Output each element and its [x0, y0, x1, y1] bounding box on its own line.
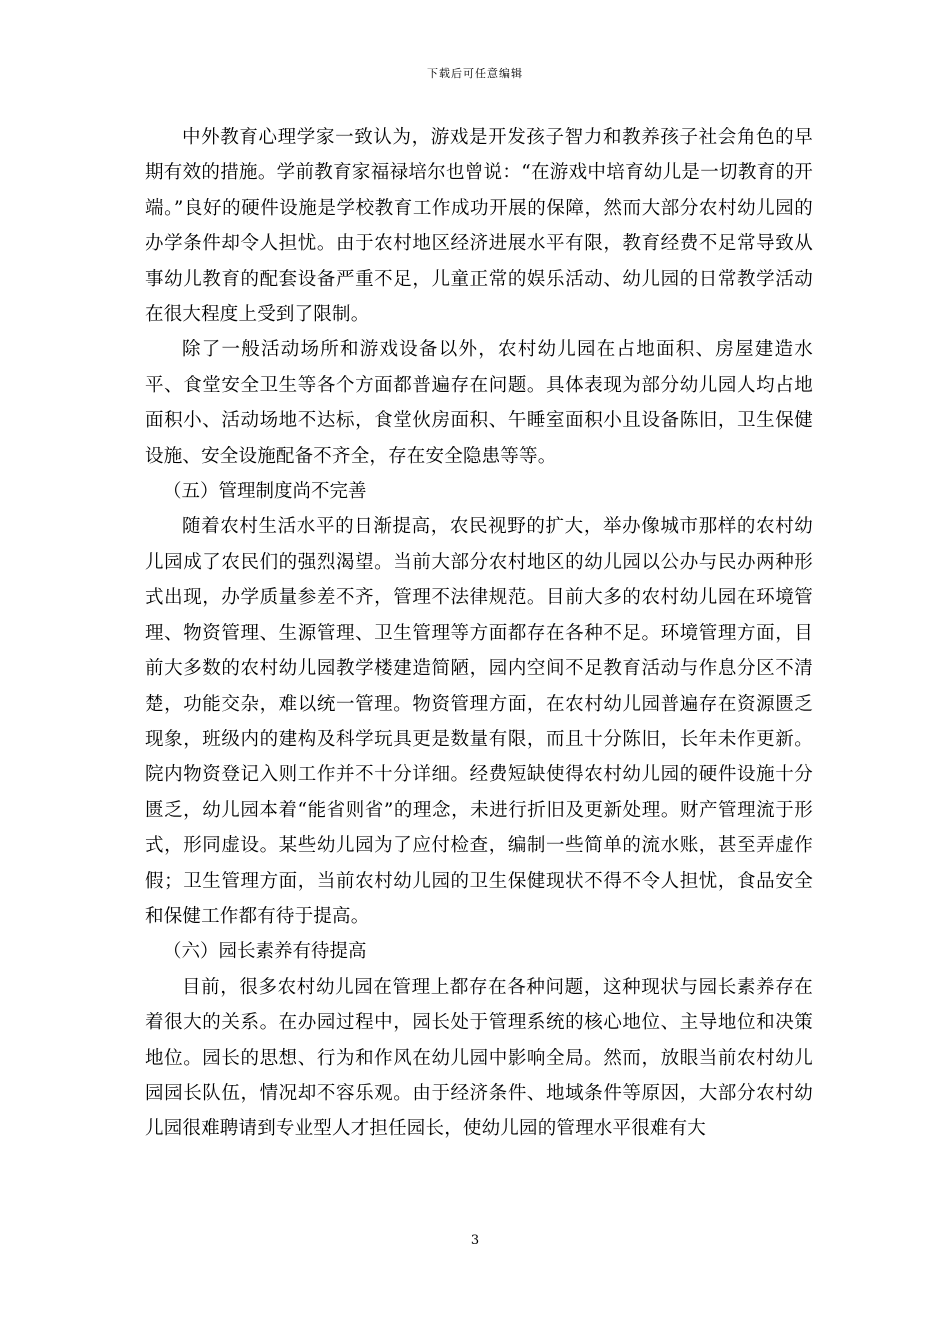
section-heading: （五）管理制度尚不完善 — [163, 481, 367, 503]
paragraph: 目前，很多农村幼儿园在管理上都存在各种问题，这种现状与园长素养存在着很大的关系。在办园过程中，园长处于管理系统的核心地位、主导地位和决策地位。园长的思想、行为和作风在幼儿园中影响全局。然而，放眼当前农村幼儿园园长队伍，情况却不容乐观。由于经济条件、地域条件等原因，大部分农村幼儿园很难聘请到专业型人才担任园长，使幼儿园的管理水平很难有大 — [145, 976, 813, 1140]
section-heading: （六）园长素养有待提高 — [163, 941, 367, 963]
paragraph: 中外教育心理学家一致认为，游戏是开发孩子智力和教养孩子社会角色的早期有效的措施。学前教育家福禄培尔也曾说：“在游戏中培育幼儿是一切教育的开端。”良好的硬件设施是学校教育工作成功开展的保障，然而大部分农村幼儿园的办学条件却令人担忧。由于农村地区经济进展水平有限，教育经费不足常导致从事幼儿教育的配套设备严重不足，儿童正常的娱乐活动、幼儿园的日常教学活动在很大程度上受到了限制。 — [145, 127, 813, 326]
paragraph: 随着农村生活水平的日渐提高，农民视野的扩大，举办像城市那样的农村幼儿园成了农民们的强烈渴望。当前大部分农村地区的幼儿园以公办与民办两种形式出现，办学质量参差不齐，管理不法律规范。目前大多的农村幼儿园在环境管理、物资管理、生源管理、卫生管理等方面都存在各种不足。环境管理方面，目前大多数的农村幼儿园教学楼建造简陋，园内空间不足教育活动与作息分区不清楚，功能交杂，难以统一管理。物资管理方面，在农村幼儿园普遍存在资源匮乏现象，班级内的建构及科学玩具更是数量有限，而且十分陈旧，长年未作更新。院内物资登记入则工作并不十分详细。经费短缺使得农村幼儿园的硬件设施十分匮乏，幼儿园本着“能省则省”的理念，未进行折旧及更新处理。财产管理流于形式，形同虚设。某些幼儿园为了应付检查，编制一些简单的流水账，甚至弄虚作假；卫生管理方面，当前农村幼儿园的卫生保健现状不得不令人担忧，食品安全和保健工作都有待于提高。 — [145, 516, 813, 927]
paragraph: 除了一般活动场所和游戏设备以外，农村幼儿园在占地面积、房屋建造水平、食堂安全卫生等各个方面都普遍存在问题。具体表现为部分幼儿园人均占地面积小、活动场地不达标，食堂伙房面积、午睡室面积小且设备陈旧，卫生保健设施、安全设施配备不齐全，存在安全隐患等等。 — [145, 339, 813, 467]
page-header: 下载后可任意编辑 — [427, 67, 523, 80]
page-number: 3 — [470, 1233, 480, 1248]
document-body — [145, 120, 813, 1147]
